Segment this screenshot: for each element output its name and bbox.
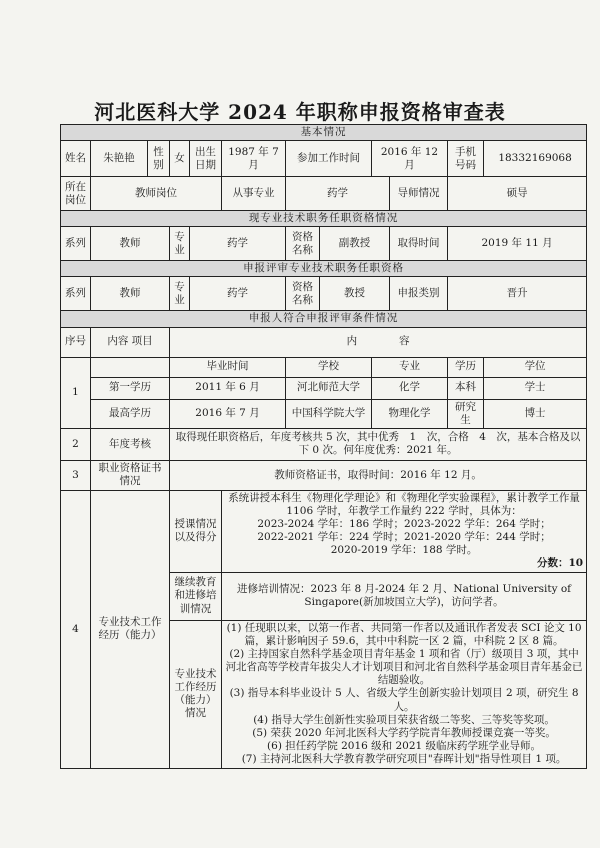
section-basic-header: 基本情况 [61, 125, 587, 141]
work-start-label: 参加工作时间 [286, 141, 372, 177]
annual-no: 2 [61, 428, 91, 460]
current-title-value: 副教授 [320, 227, 390, 261]
edu-first-label: 第一学历 [91, 377, 170, 399]
advisor-label: 导师情况 [390, 177, 448, 211]
section-current-header: 现专业技术职务任职资格情况 [61, 211, 587, 227]
section-conditions-header: 申报人符合申报评审条件情况 [61, 311, 587, 327]
conditions-content-header: 内 容 [170, 327, 587, 357]
edu-highest-school: 中国科学院大学 [286, 399, 372, 428]
teaching-line: 系统讲授本科生《物理化学理论》和《物理化学实验课程》，累计教学工作量 1106 学时，年教学工作量约 222 学时，具体为： [228, 491, 580, 517]
work-label: 专业技术工作经历（能力） [91, 490, 170, 768]
phone-label: 手机号码 [448, 141, 484, 177]
edu-first-school: 河北师范大学 [286, 377, 372, 399]
teaching-line: 2022-2021 学年：224 学时；2021-2020 学年：244 学时； [257, 531, 551, 544]
gender-label: 性别 [148, 141, 170, 177]
work-start-value: 2016 年 12 月 [372, 141, 448, 177]
apply-title-label: 资格名称 [286, 277, 320, 311]
name-label: 姓名 [61, 141, 91, 177]
cert-no: 3 [61, 460, 91, 490]
edu-highest-label: 最高学历 [91, 399, 170, 428]
edu-highest-major: 物理化学 [372, 399, 448, 428]
post-label: 所在岗位 [61, 177, 91, 211]
conditions-no-header: 序号 [61, 327, 91, 357]
current-title-label: 资格名称 [286, 227, 320, 261]
teaching-label: 授课情况以及得分 [170, 490, 222, 572]
edu-highest-education: 研究生 [448, 399, 484, 428]
current-date-value: 2019 年 11 月 [448, 227, 587, 261]
ability-content [222, 620, 587, 768]
advisor-value: 硕导 [448, 177, 587, 211]
annual-text: 取得现任职资格后，年度考核共 5 次，其中优秀 1 次，合格 4 次，基本合格及以下 0 次。何年度优秀：2021 年。 [170, 428, 587, 460]
apply-series-value: 教师 [91, 277, 170, 311]
name-value: 朱艳艳 [91, 141, 148, 177]
apply-major-value: 药学 [190, 277, 286, 311]
edu-header-major: 专业 [372, 357, 448, 377]
ability-line: (3) 指导本科毕业设计 5 人、省级大学生创新实验计划项目 2 项，研究生 8 人。 [229, 687, 579, 713]
edu-header-grad-time: 毕业时间 [170, 357, 286, 377]
apply-title-value: 教授 [320, 277, 390, 311]
cert-text: 教师资格证书，取得时间：2016 年 12 月。 [170, 460, 587, 490]
phone-value: 18332169068 [484, 141, 587, 177]
edu-no: 1 [61, 357, 91, 428]
edu-header-blank [91, 357, 170, 377]
edu-first-major: 化学 [372, 377, 448, 399]
work-no: 4 [61, 490, 91, 768]
teaching-score: 分数：10 [537, 557, 584, 570]
major-label: 从事专业 [222, 177, 286, 211]
document-title: 河北医科大学 2024 年职称申报资格审查表 [94, 100, 506, 124]
edu-first-education: 本科 [448, 377, 484, 399]
ability-label: 专业技术工作经历（能力）情况 [170, 620, 222, 768]
annual-label: 年度考核 [91, 428, 170, 460]
edu-first-time: 2011 年 6 月 [170, 377, 286, 399]
teaching-line: 2020-2019 学年：188 学时。 [330, 544, 478, 557]
edu-header-degree: 学位 [484, 357, 587, 377]
edu-first-degree: 学士 [484, 377, 587, 399]
ability-line: (5) 荣获 2020 年河北医科大学药学院青年教师授课竞赛一等奖。 [252, 726, 556, 739]
conditions-item-header: 内容 项目 [91, 327, 170, 357]
teaching-content [222, 490, 587, 572]
current-date-label: 取得时间 [390, 227, 448, 261]
section-apply-header: 申报评审专业技术职务任职资格 [61, 261, 587, 277]
edu-highest-time: 2016 年 7 月 [170, 399, 286, 428]
birth-label: 出生日期 [190, 141, 222, 177]
teaching-line: 2023-2024 学年：186 学时；2023-2022 学年：264 学时； [257, 518, 551, 530]
edu-header-education: 学历 [448, 357, 484, 377]
major-value: 药学 [286, 177, 390, 211]
ability-line: (4) 指导大学生创新性实验项目荣获省级二等奖、三等奖等奖项。 [253, 713, 555, 726]
ability-line: (7) 主持河北医科大学教育教学研究项目"春晖计划"指导性项目 1 项。 [241, 753, 567, 766]
training-label: 继续教育和进修培训情况 [170, 572, 222, 620]
ability-line: (1) 任现职以来，以第一作者、共同第一作者以及通讯作者发表 SCI 论文 10 篇，累计影响因子 59.6，其中中科院一区 2 篇，中科院 2 区 8 篇。 [226, 621, 582, 647]
apply-type-value: 晋升 [448, 277, 587, 311]
edu-highest-degree: 博士 [484, 399, 587, 428]
edu-header-school: 学校 [286, 357, 372, 377]
qualification-form-table [60, 124, 587, 769]
current-series-value: 教师 [91, 227, 170, 261]
apply-series-label: 系列 [61, 277, 91, 311]
training-text: 进修培训情况：2023 年 8 月-2024 年 2 月、National University of Singapore(新加坡国立大学)，访问学者。 [222, 572, 587, 620]
post-value: 教师岗位 [91, 177, 222, 211]
current-major-label: 专业 [170, 227, 190, 261]
apply-major-label: 专业 [170, 277, 190, 311]
ability-line: (6) 担任药学院 2016 级和 2021 级临床药学班学业导师。 [267, 739, 542, 752]
cert-label: 职业资格证书情况 [91, 460, 170, 490]
gender-value: 女 [170, 141, 190, 177]
current-series-label: 系列 [61, 227, 91, 261]
ability-line: (2) 主持国家自然科学基金项目青年基金 1 项和省（厅）级项目 3 项，其中河北省高等学校青年拔尖人才计划项目和河北省自然科学基金项目青年基金已结题验收。 [225, 648, 583, 687]
apply-type-label: 申报类别 [390, 277, 448, 311]
current-major-value: 药学 [190, 227, 286, 261]
birth-value: 1987 年 7 月 [222, 141, 286, 177]
